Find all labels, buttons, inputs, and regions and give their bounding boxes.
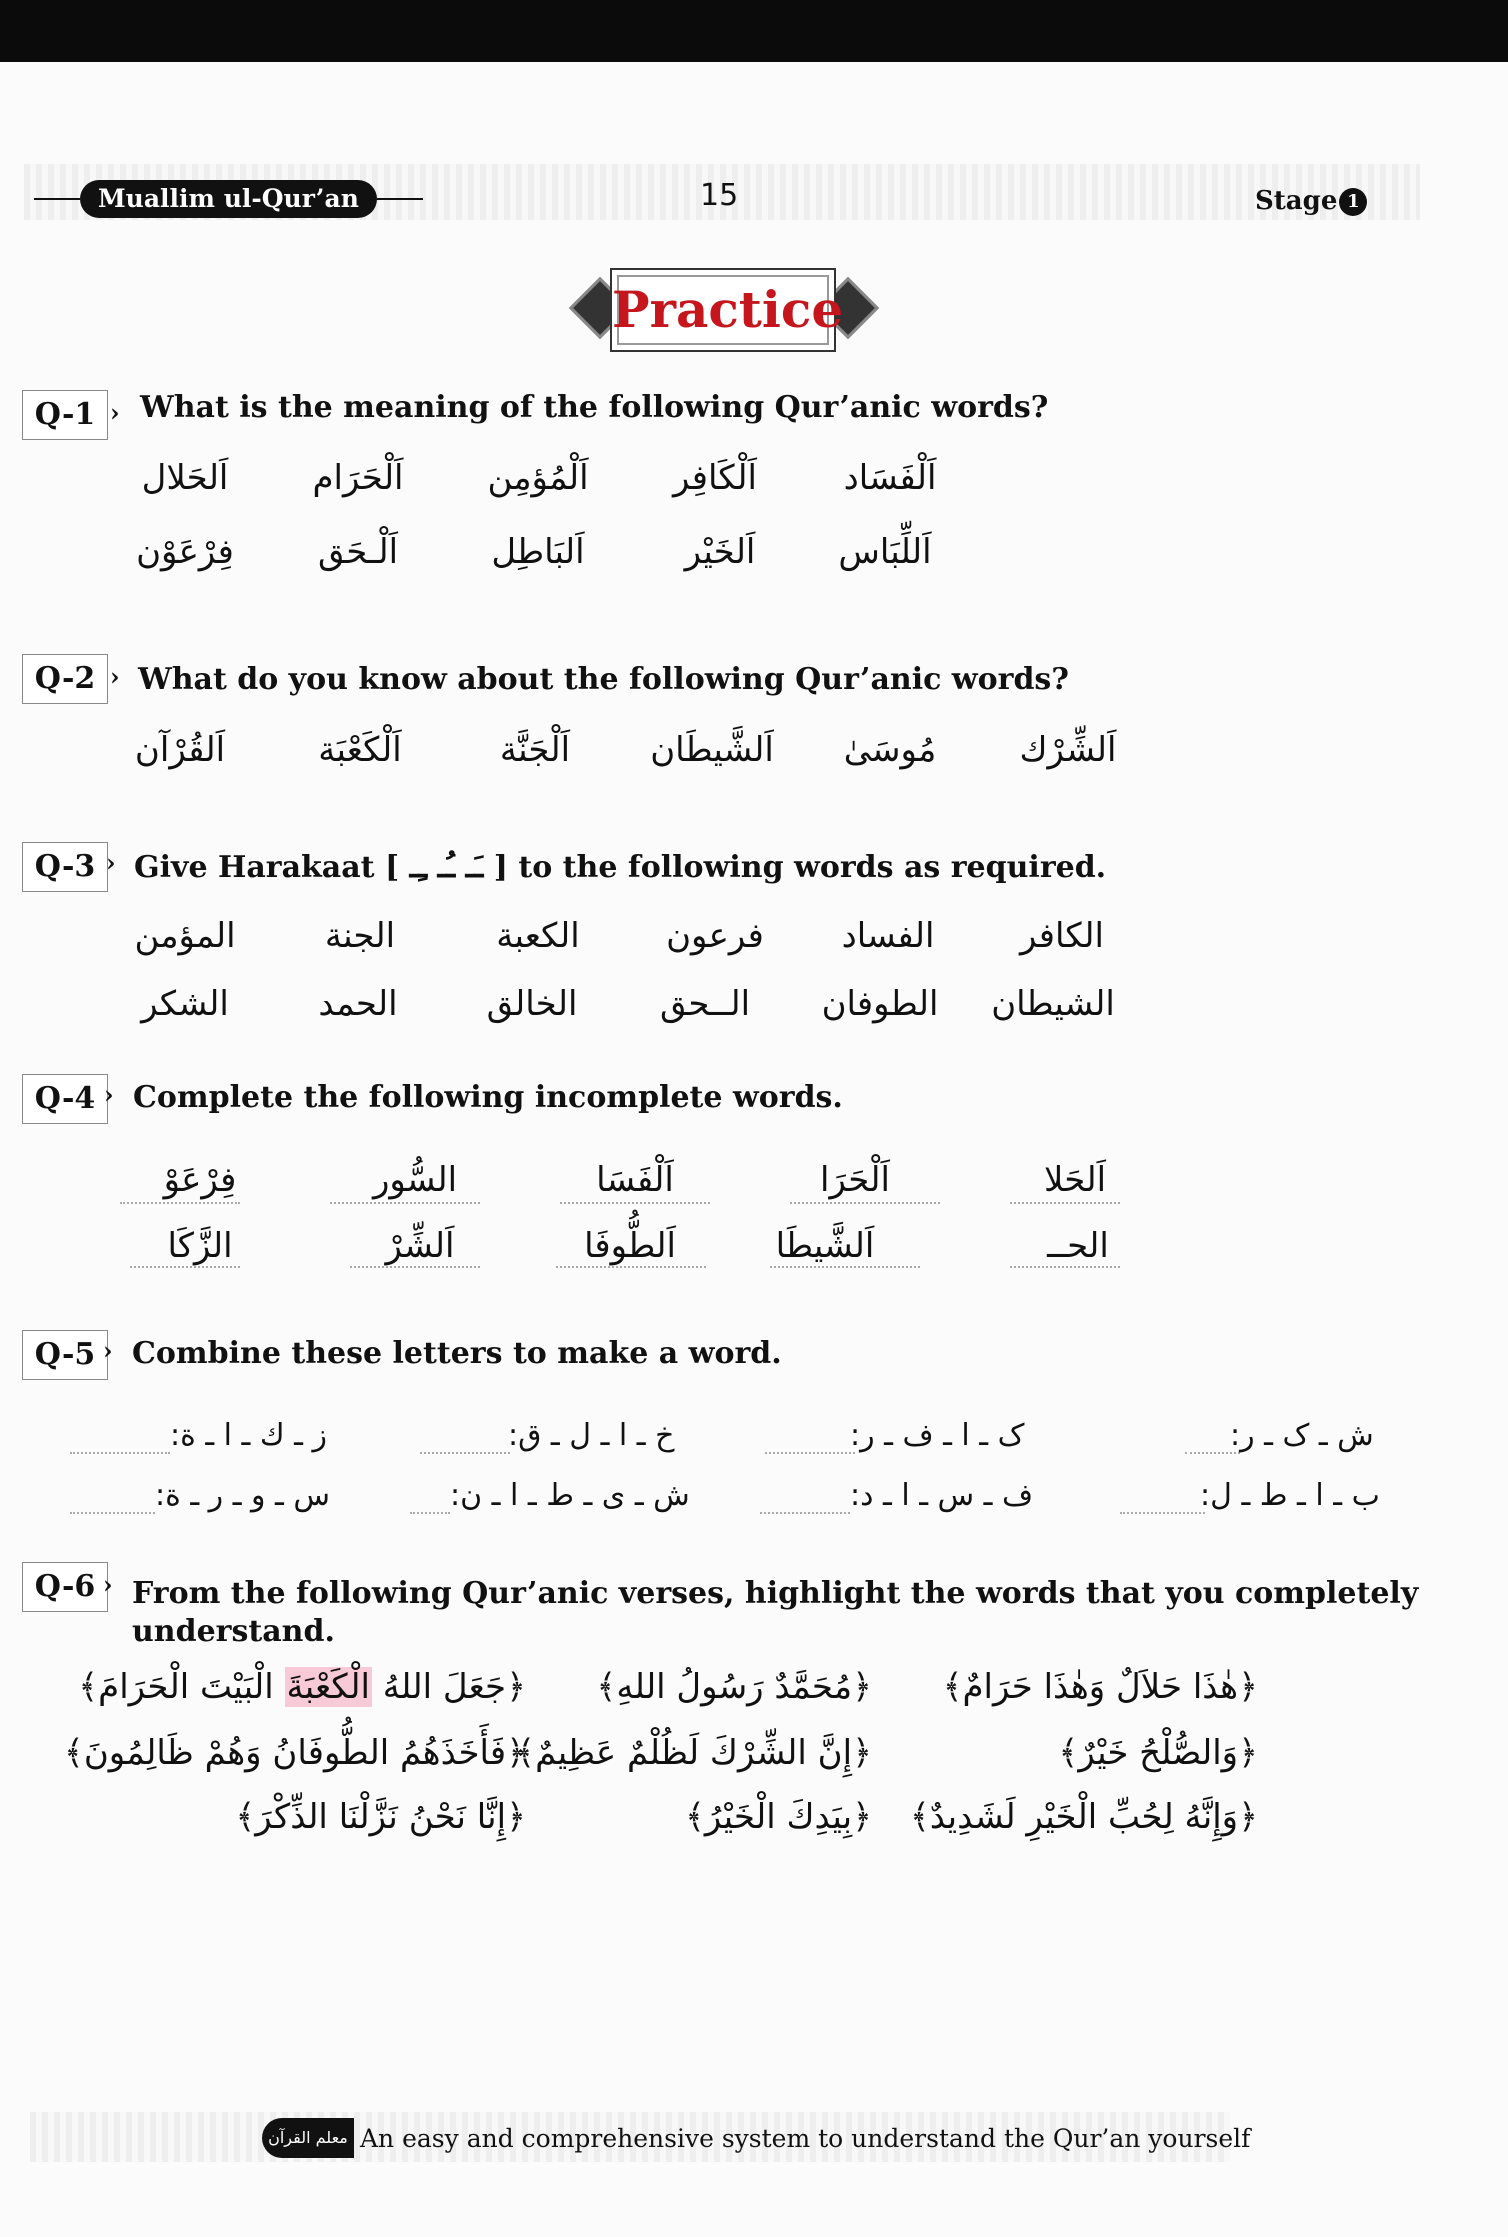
q2-arrow-icon: › [110,662,120,691]
q6-label: Q-6 [22,1562,108,1612]
answer-line [760,1512,850,1514]
verse-part: ﴿جَعَلَ اللهُ [372,1667,526,1707]
q2-label: Q-2 [22,654,108,704]
q2-word: اَلْكَعْبَة [318,730,402,770]
q4-word: اَلطُّوفَا [584,1226,676,1266]
q6-arrow-icon: › [103,1570,113,1599]
q5-letters: ش ـ ی ـ ط ـ ا ـ ن: [450,1478,690,1513]
q2-word: مُوسَىٰ [843,730,937,770]
q5-letters: خ ـ ا ـ ل ـ ق: [508,1418,675,1453]
highlighted-word: الْكَعْبَةَ [286,1667,370,1707]
q6-text-line1: From the following Qur’anic verses, highlight the words that you completely [132,1576,1419,1611]
q4-word: السُّور [372,1160,458,1200]
answer-line [770,1266,920,1268]
stage-label: Stage [1255,186,1338,216]
verse: ﴿وَإِنَّهُ لِحُبِّ الْخَيْرِ لَشَدِيدٌ﴾ [909,1797,1258,1837]
q5-letters: س ـ و ـ ر ـ ة: [155,1478,331,1513]
q4-word: اَلحَلا [1043,1160,1107,1200]
q1-word: اَلْكَافِر [673,458,757,498]
q4-word: اَلْفَسَا [596,1160,674,1200]
q4-label: Q-4 [22,1074,108,1124]
verse: ﴿بِيَدِكَ الْخَيْرُ﴾ [684,1797,872,1837]
q3-word: الفساد [841,916,935,956]
q4-word: اَلْحَرَا [820,1160,890,1200]
q4-word: الزَّكَا [167,1226,233,1266]
footer-logo: معلم القرآن [262,2118,354,2158]
verse-with-highlight [78,1666,526,1707]
answer-line [70,1512,155,1514]
q1-word: اَللِّبَاس [838,532,932,572]
answer-line [420,1452,510,1454]
answer-line [556,1266,706,1268]
q3-word: الخالق [486,984,578,1024]
q5-text: Combine these letters to make a word. [132,1336,782,1371]
answer-line [70,1452,170,1454]
q4-word: اَلشَّيطَا [775,1226,875,1266]
answer-line [120,1202,240,1204]
q2-word: اَلقُرْآن [134,730,226,770]
q5-letters: ش ـ ک ـ ر: [1230,1418,1374,1453]
verse: ﴿وَالصُّلْحُ خَيْرٌ﴾ [1058,1733,1258,1773]
answer-line [1120,1512,1205,1514]
answer-line [130,1266,240,1268]
q4-word: فِرْعَوْ [163,1160,237,1200]
q3-word: الكعبة [496,916,580,956]
answer-line [790,1202,940,1204]
q3-word: المؤمن [134,916,236,956]
q5-letters: ز ـ ك ـ ا ـ ة: [170,1418,327,1453]
book-title: Muallim ul-Qur’an [80,180,377,218]
q3-word: الشيطان [991,984,1115,1024]
verse-part: الْبَيْتَ الْحَرَامَ﴾ [78,1667,285,1707]
stage-indicator [1255,186,1367,216]
verse: ﴿هٰذَا حَلاَلٌ وَهٰذَا حَرَامٌ﴾ [942,1667,1258,1707]
q3-label: Q-3 [22,842,108,892]
q2-text: What do you know about the following Qur’anic words? [138,662,1069,697]
answer-line [1010,1266,1120,1268]
q1-label: Q-1 [22,390,108,440]
q6-text-line2: understand. [132,1614,335,1649]
q2-word: اَلْجَنَّة [499,730,571,770]
verse: ﴿إِنَّ الشِّرْكَ لَظُلْمٌ عَظِيمٌ﴾ [515,1733,872,1773]
q5-letters: ف ـ س ـ ا ـ د: [850,1478,1034,1513]
q5-arrow-icon: › [103,1336,113,1365]
q3-word: الجنة [324,916,396,956]
page-number: 15 [700,178,739,213]
q1-word: اَلبَاطِل [491,532,585,572]
q3-word: الطوفان [821,984,939,1024]
stage-number-badge: 1 [1339,188,1367,216]
answer-line [350,1266,480,1268]
footer-tagline: An easy and comprehensive system to understand the Qur’an yourself [360,2124,1251,2153]
q5-label: Q-5 [22,1330,108,1380]
q1-word: اَلحَلال [141,458,229,498]
q4-text: Complete the following incomplete words. [133,1080,843,1115]
q1-text: What is the meaning of the following Qur’anic words? [140,390,1049,425]
answer-line [330,1202,480,1204]
q5-letters: ک ـ ا ـ ف ـ ر: [850,1418,1025,1453]
q3-arrow-icon: › [106,848,116,877]
answer-line [765,1452,855,1454]
q1-word: اَلْفَسَاد [843,458,937,498]
q4-arrow-icon: › [104,1080,114,1109]
answer-line [1010,1202,1120,1204]
q3-word: الحمد [318,984,398,1024]
q1-word: اَلْمُؤمِن [487,458,589,498]
scan-top-edge [0,0,1508,62]
q1-word: فِرْعَوْن [136,532,234,572]
answer-line [410,1512,450,1514]
verse: ﴿فَأَخَذَهُمُ الطُّوفَانُ وَهُمْ ظَالِمُونَ﴾ [63,1733,526,1773]
q3-word: الــحق [659,984,751,1024]
q5-letters: ب ـ ا ـ ط ـ ل: [1200,1478,1380,1513]
q1-word: اَلخَيْر [684,532,756,572]
verse: ﴿إِنَّا نَحْنُ نَزَّلْنَا الذِّكْرَ﴾ [235,1797,526,1837]
q1-arrow-icon: › [110,398,120,427]
answer-line [560,1202,710,1204]
q1-word: اَلْحَرَام [312,458,404,498]
q2-word: اَلشِّرْك [1019,730,1117,770]
q3-text: Give Harakaat [ ـَـ ـُـ ـِـ ] to the following words as required. [134,850,1107,885]
practice-title: Practice [610,268,836,352]
q4-word: الحــ [1047,1226,1109,1266]
q1-word: اَلْـحَق [317,532,399,572]
q2-word: اَلشَّيطَان [650,730,774,770]
q4-word: اَلشِّرْ [385,1226,455,1266]
q3-word: فرعون [666,916,764,956]
q3-word: الشكر [141,984,229,1024]
q3-word: الكافر [1020,916,1104,956]
verse: ﴿مُحَمَّدٌ رَسُولُ اللهِ﴾ [596,1667,872,1707]
